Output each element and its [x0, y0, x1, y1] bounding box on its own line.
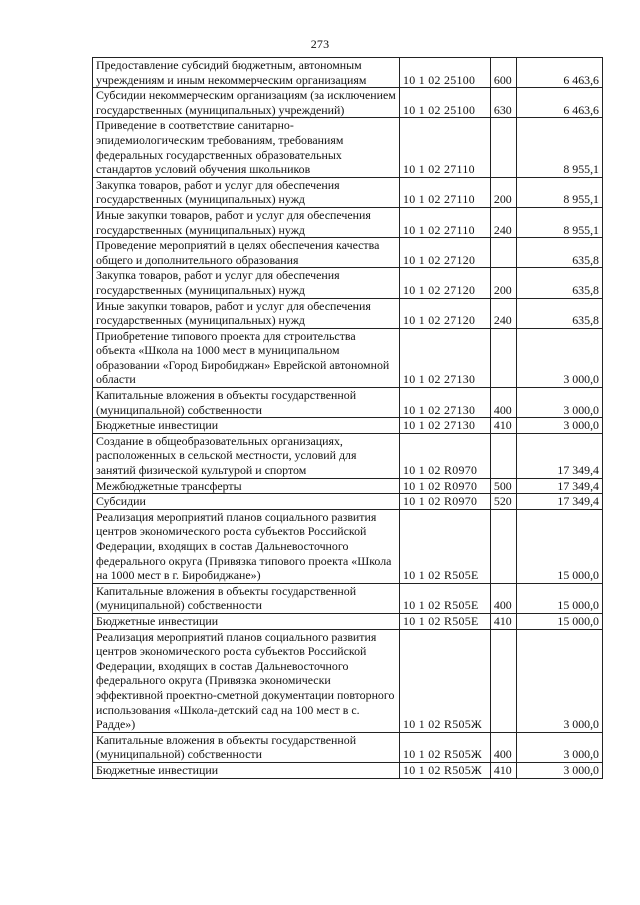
row-name-cell: Проведение мероприятий в целях обеспечения качества общего и дополнительного образования — [93, 238, 400, 268]
row-name-cell: Субсидии — [93, 494, 400, 510]
row-vr-cell: 410 — [490, 613, 516, 629]
row-sum-cell: 17 349,4 — [517, 494, 603, 510]
row-sum-cell: 3 000,0 — [517, 732, 603, 762]
table-row — [93, 238, 603, 268]
row-name-cell: Иные закупки товаров, работ и услуг для обеспечения государственных (муниципальных) нужд — [93, 207, 400, 237]
row-vr-cell: 400 — [490, 583, 516, 613]
table-row — [93, 58, 603, 88]
row-code-cell: 10 1 02 R0970 — [400, 478, 491, 494]
row-sum-cell: 635,8 — [517, 298, 603, 328]
table-row — [93, 268, 603, 298]
table-row — [93, 629, 603, 732]
row-code-cell: 10 1 02 R505Ж — [400, 629, 491, 732]
table-row — [93, 433, 603, 478]
row-vr-cell: 600 — [490, 58, 516, 88]
row-sum-cell: 3 000,0 — [517, 418, 603, 434]
table-row — [93, 418, 603, 434]
row-code-cell: 10 1 02 27110 — [400, 177, 491, 207]
table-row — [93, 388, 603, 418]
row-vr-cell — [490, 433, 516, 478]
table-row — [93, 207, 603, 237]
row-sum-cell: 6 463,6 — [517, 58, 603, 88]
row-vr-cell: 400 — [490, 732, 516, 762]
row-code-cell: 10 1 02 R505E — [400, 583, 491, 613]
row-vr-cell: 200 — [490, 268, 516, 298]
row-code-cell: 10 1 02 R505Ж — [400, 762, 491, 778]
row-name-cell: Иные закупки товаров, работ и услуг для обеспечения государственных (муниципальных) нужд — [93, 298, 400, 328]
row-code-cell: 10 1 02 27130 — [400, 418, 491, 434]
row-vr-cell: 240 — [490, 298, 516, 328]
row-code-cell: 10 1 02 27120 — [400, 238, 491, 268]
row-sum-cell: 15 000,0 — [517, 583, 603, 613]
row-code-cell: 10 1 02 R0970 — [400, 494, 491, 510]
table-row — [93, 494, 603, 510]
row-sum-cell: 635,8 — [517, 268, 603, 298]
row-sum-cell: 3 000,0 — [517, 388, 603, 418]
row-vr-cell: 500 — [490, 478, 516, 494]
table-row — [93, 298, 603, 328]
row-vr-cell — [490, 238, 516, 268]
row-name-cell: Бюджетные инвестиции — [93, 762, 400, 778]
row-code-cell: 10 1 02 27130 — [400, 388, 491, 418]
row-code-cell: 10 1 02 R0970 — [400, 433, 491, 478]
row-sum-cell: 17 349,4 — [517, 433, 603, 478]
row-name-cell: Капитальные вложения в объекты государственной (муниципальной) собственности — [93, 388, 400, 418]
row-vr-cell — [490, 328, 516, 387]
row-code-cell: 10 1 02 27110 — [400, 207, 491, 237]
row-name-cell: Бюджетные инвестиции — [93, 418, 400, 434]
row-vr-cell: 400 — [490, 388, 516, 418]
row-sum-cell: 8 955,1 — [517, 207, 603, 237]
row-name-cell: Реализация мероприятий планов социального развития центров экономического роста субъектов Российской Федерации, входящих в состав Дальневосточного федерального округа (Привязка типового проекта «Школа на 1000 мест в г. Биробиджане») — [93, 509, 400, 583]
row-name-cell: Создание в общеобразовательных организациях, расположенных в сельской местности, условий для занятий физической культурой и спортом — [93, 433, 400, 478]
row-code-cell: 10 1 02 R505E — [400, 613, 491, 629]
row-vr-cell: 410 — [490, 762, 516, 778]
row-sum-cell: 15 000,0 — [517, 509, 603, 583]
row-vr-cell: 520 — [490, 494, 516, 510]
table-row — [93, 613, 603, 629]
row-sum-cell: 6 463,6 — [517, 88, 603, 118]
row-name-cell: Приобретение типового проекта для строительства объекта «Школа на 1000 мест в муниципальном образовании «Город Биробиджан» Еврейской автономной области — [93, 328, 400, 387]
row-vr-cell: 630 — [490, 88, 516, 118]
row-name-cell: Приведение в соответствие санитарно-эпидемиологическим требованиям, требованиям федеральных государственных образовательных стандартов условий обучения школьников — [93, 118, 400, 177]
row-vr-cell — [490, 629, 516, 732]
table-row — [93, 509, 603, 583]
row-code-cell: 10 1 02 R505Ж — [400, 732, 491, 762]
budget-table-body — [93, 58, 603, 779]
row-name-cell: Предоставление субсидий бюджетным, автономным учреждениям и иным некоммерческим организациям — [93, 58, 400, 88]
row-name-cell: Межбюджетные трансферты — [93, 478, 400, 494]
row-name-cell: Закупка товаров, работ и услуг для обеспечения государственных (муниципальных) нужд — [93, 268, 400, 298]
row-name-cell: Капитальные вложения в объекты государственной (муниципальной) собственности — [93, 732, 400, 762]
budget-table — [92, 57, 603, 779]
row-name-cell: Субсидии некоммерческим организациям (за исключением государственных (муниципальных) учреждений) — [93, 88, 400, 118]
row-vr-cell: 410 — [490, 418, 516, 434]
table-row — [93, 177, 603, 207]
table-row — [93, 762, 603, 778]
table-row — [93, 118, 603, 177]
row-sum-cell: 3 000,0 — [517, 762, 603, 778]
row-sum-cell: 3 000,0 — [517, 629, 603, 732]
row-sum-cell: 635,8 — [517, 238, 603, 268]
table-row — [93, 88, 603, 118]
row-code-cell: 10 1 02 27120 — [400, 268, 491, 298]
row-name-cell: Закупка товаров, работ и услуг для обеспечения государственных (муниципальных) нужд — [93, 177, 400, 207]
row-vr-cell — [490, 118, 516, 177]
row-code-cell: 10 1 02 25100 — [400, 58, 491, 88]
row-name-cell: Реализация мероприятий планов социального развития центров экономического роста субъектов Российской Федерации, входящих в состав Дальневосточного федерального округа (Привязка экономически эффективной проектно-сметной документации повторного использования «Школа-детский сад на 100 мест в с. Радде») — [93, 629, 400, 732]
row-code-cell: 10 1 02 27120 — [400, 298, 491, 328]
page-number: 273 — [310, 37, 330, 51]
row-code-cell: 10 1 02 R505E — [400, 509, 491, 583]
table-row — [93, 583, 603, 613]
row-name-cell: Бюджетные инвестиции — [93, 613, 400, 629]
row-sum-cell: 8 955,1 — [517, 118, 603, 177]
row-sum-cell: 17 349,4 — [517, 478, 603, 494]
table-row — [93, 478, 603, 494]
row-code-cell: 10 1 02 25100 — [400, 88, 491, 118]
row-sum-cell: 8 955,1 — [517, 177, 603, 207]
row-sum-cell: 15 000,0 — [517, 613, 603, 629]
row-code-cell: 10 1 02 27130 — [400, 328, 491, 387]
row-sum-cell: 3 000,0 — [517, 328, 603, 387]
row-vr-cell: 200 — [490, 177, 516, 207]
row-name-cell: Капитальные вложения в объекты государственной (муниципальной) собственности — [93, 583, 400, 613]
row-code-cell: 10 1 02 27110 — [400, 118, 491, 177]
row-vr-cell: 240 — [490, 207, 516, 237]
table-row — [93, 732, 603, 762]
row-vr-cell — [490, 509, 516, 583]
table-row — [93, 328, 603, 387]
